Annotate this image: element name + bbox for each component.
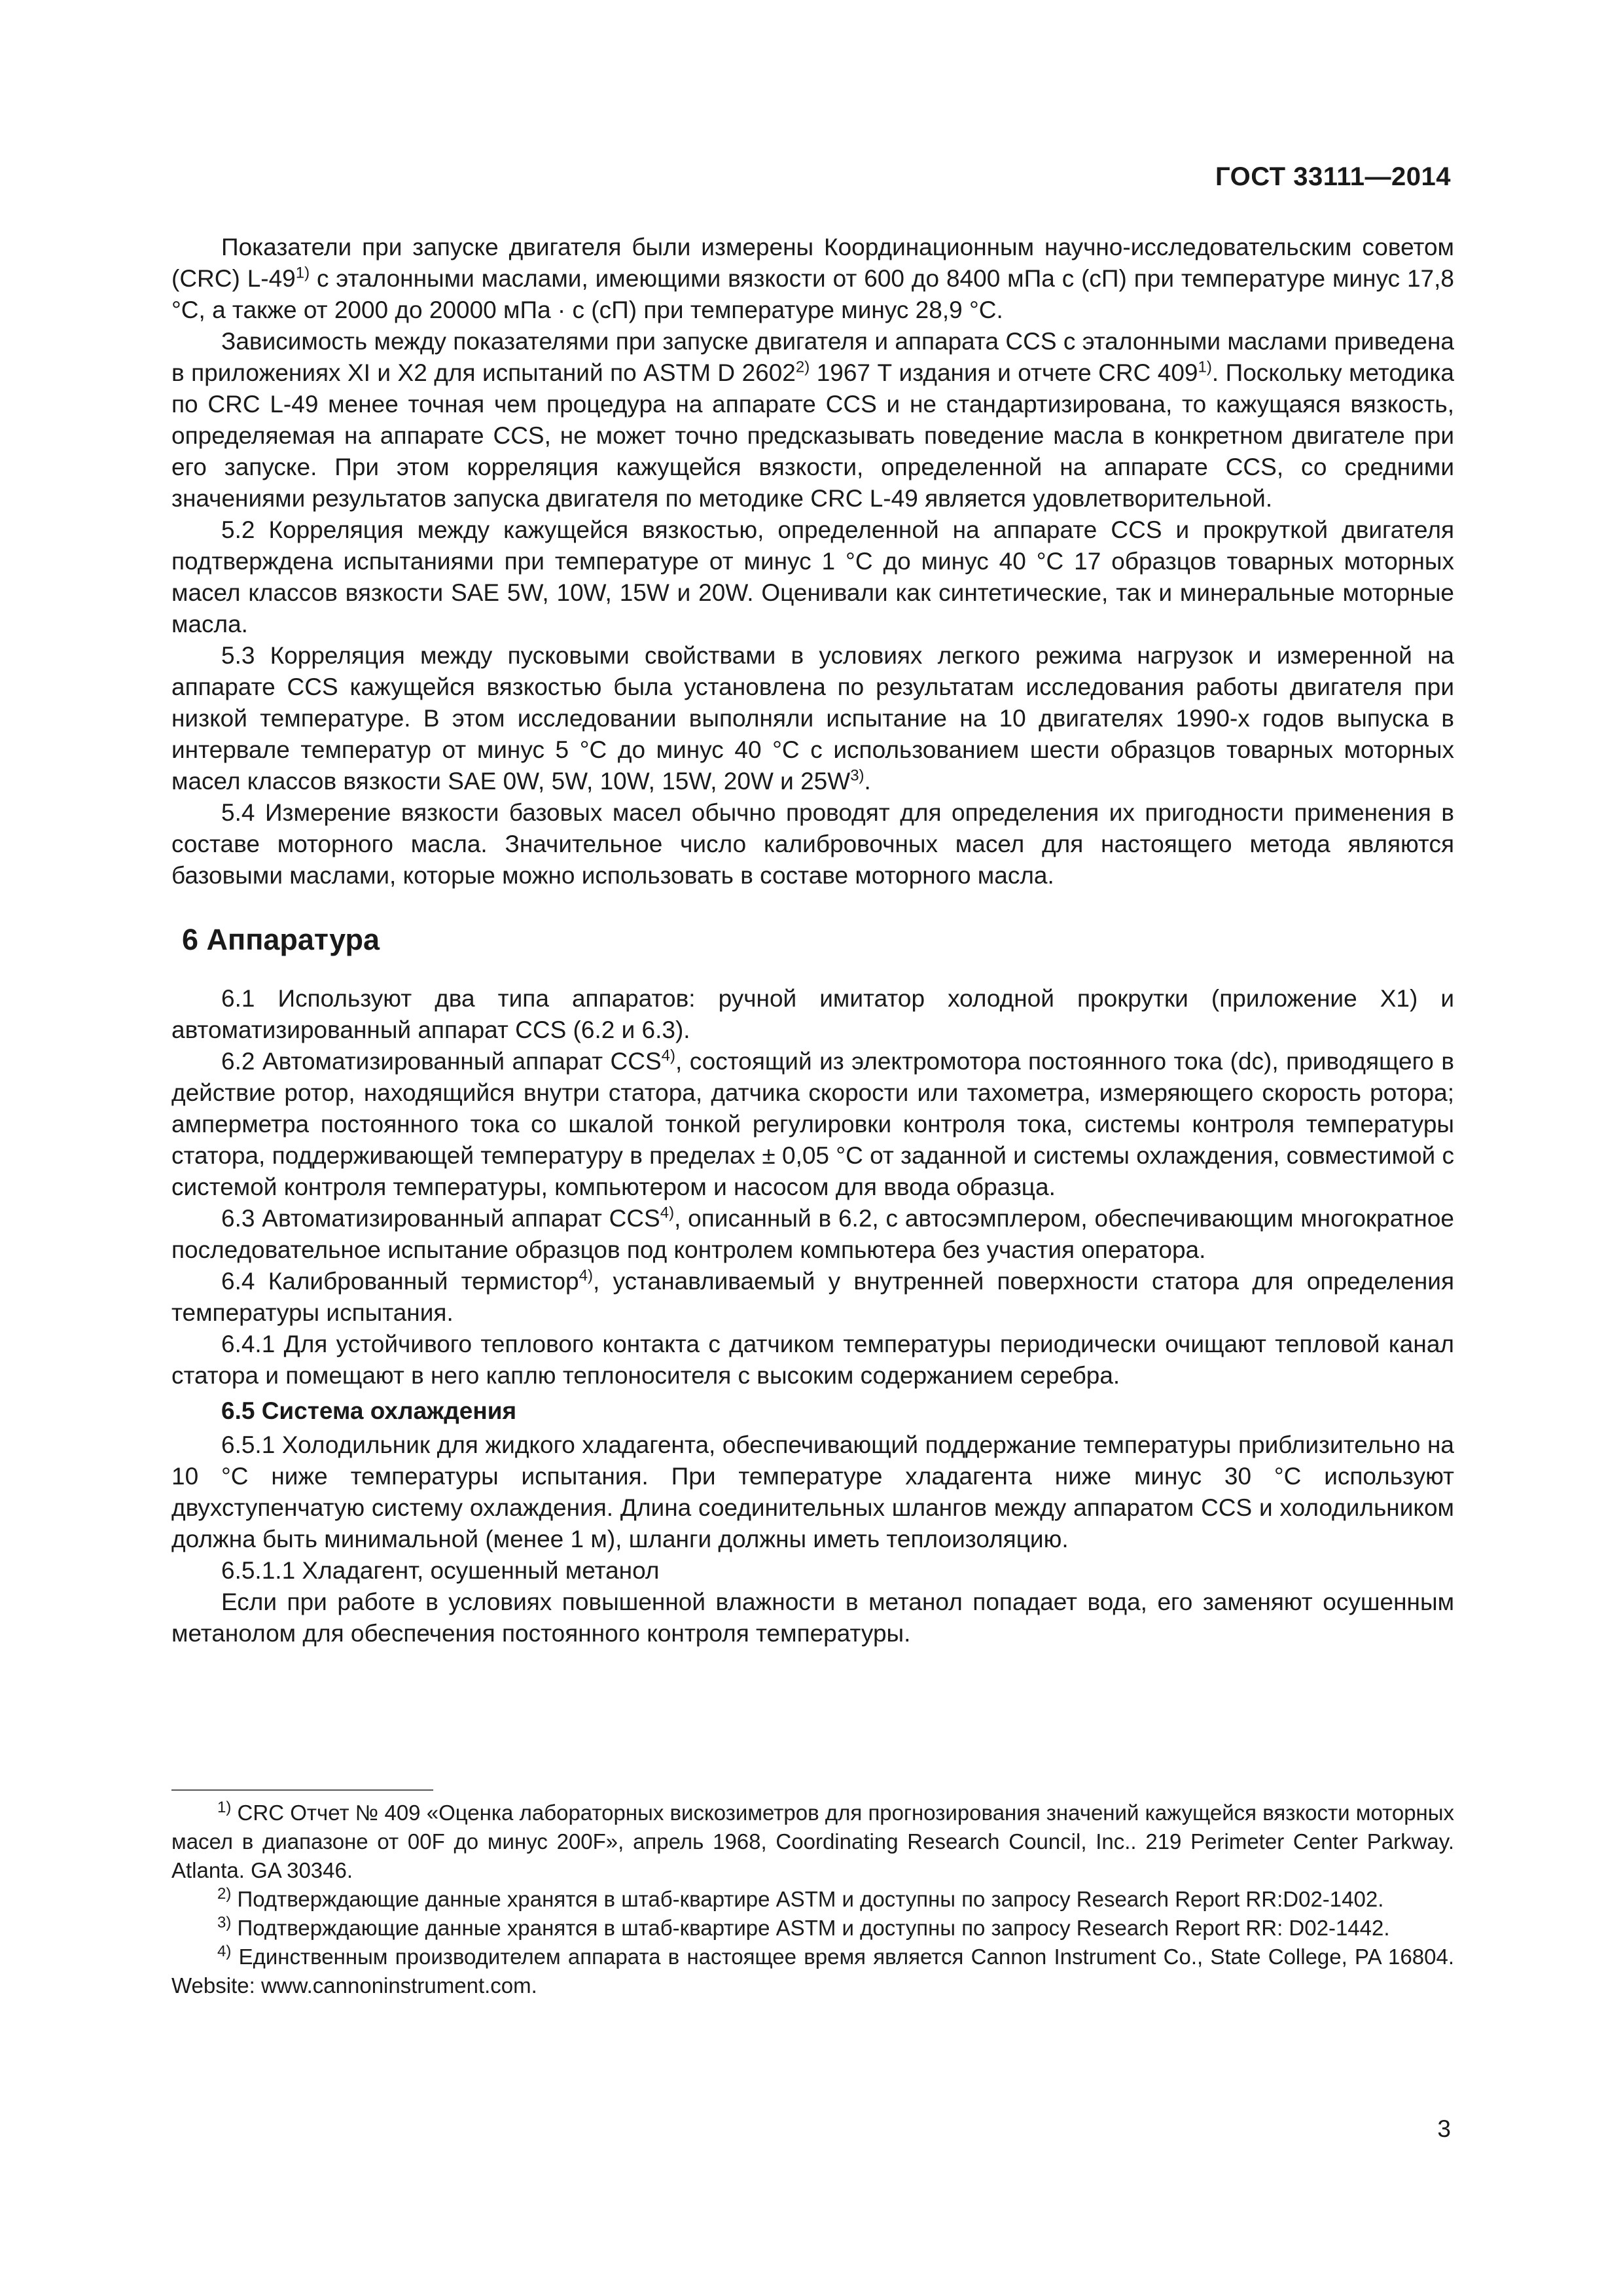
footnote-text: Подтверждающие данные хранятся в штаб-квартире ASTM и доступны по запросу Research Report RR: D02-1442. [231,1916,1390,1940]
text-run: Зависимость между показателями при запуске двигателя и аппарата CCS с эталонными маслами приведена в приложениях XI и Х2 для испытаний по ASTM D 2602 [171,328,1454,386]
footnote-text: Подтверждающие данные хранятся в штаб-квартире ASTM и доступны по запросу Research Report RR:D02-1402. [231,1887,1384,1911]
paragraph-crc-l49 [171,232,1454,326]
paragraph-6-2 [171,1046,1454,1203]
footnote-ref: 4) [661,1047,675,1065]
footnote-item [171,1885,1454,1914]
footnote-text: Единственным производителем аппарата в настоящее время является Cannon Instrument Co., State College, PA 16804. Website: www.cannoninstrument.com. [171,1945,1454,1998]
footnote-item [171,1914,1454,1943]
footnote-ref: 3) [850,766,865,785]
paragraph-6-1: 6.1 Используют два типа аппаратов: ручной имитатор холодной прокрутки (приложение Х1) и автоматизированный аппарат CCS (6.2 и 6.3). [171,985,1454,1043]
paragraph-6-4 [171,1266,1454,1329]
footnote-mark: 2) [217,1885,232,1903]
text-run: , описанный в 6.2, с автосэмплером, обеспечивающим многократное последовательное испытание образцов под контролем компьютера без участия оператора. [171,1205,1454,1263]
footnote-text: CRC Отчет № 409 «Оценка лабораторных вискозиметров для прогнозирования значений кажущейся вязкости моторных масел в диапазоне от 00F до минус 200F», апрель 1968, Coordinating Research Council, Inc.. 219 Perimeter Center Parkway. Atlanta. GA 30346. [171,1801,1454,1882]
text-run: , устанавливаемый у внутренней поверхности статора для определения температуры испытания. [171,1268,1454,1326]
text-run: 1967 Т издания и отчете CRC 409 [810,359,1198,386]
footnote-item [171,1943,1454,2000]
footnote-item [171,1799,1454,1885]
footnote-ref: 1) [1198,358,1212,376]
footnote-mark: 3) [217,1914,232,1931]
text-run: 6.3 Автоматизированный аппарат CCS [221,1205,660,1232]
subsection-6-5-heading: 6.5 Система охлаждения [221,1397,517,1424]
footnotes [171,1799,1454,2000]
section-6-heading: 6 Аппаратура [182,923,380,956]
paragraph-5-2: 5.2 Корреляция между кажущейся вязкостью, определенной на аппарате CCS и прокруткой двигателя подтверждена испытаниями при температуре от минус 1 °С до минус 40 °С 17 образцов товарных моторных масел классов вязкости SAE 5W, 10W, 15W и 20W. Оценивали как синтетические, так и минеральные моторные масла. [171,516,1454,637]
main-text [171,232,1454,1649]
paragraph-6-3 [171,1203,1454,1266]
page-number: 3 [1437,2115,1451,2142]
paragraph-5-4: 5.4 Измерение вязкости базовых масел обычно проводят для определения их пригодности применения в составе моторного масла. Значительное число калибровочных масел для настоящего метода являются базовыми маслами, которые можно использовать в составе моторного масла. [171,799,1454,889]
text-run: 6.2 Автоматизированный аппарат CCS [221,1048,662,1075]
footnote-separator [171,1789,433,1791]
document-code-header: ГОСТ 33111—2014 [1215,162,1451,191]
footnote-mark: 1) [217,1799,232,1816]
footnote-ref: 4) [579,1266,593,1285]
text-run: 6.4 Калиброванный термистор [221,1268,579,1295]
footnote-mark: 4) [217,1943,232,1960]
paragraph-6-5-1-1: 6.5.1.1 Хладагент, осушенный метанол [221,1557,660,1584]
paragraph-6-5-1-1-body: Если при работе в условиях повышенной влажности в метанол попадает вода, его заменяют осушенным метанолом для обеспечения постоянного контроля температуры. [171,1588,1454,1647]
text-run: , состоящий из электромотора постоянного тока (dc), приводящего в действие ротор, находящийся внутри статора, датчика скорости или тахометра, измеряющего скорость ротора; амперметра постоянного тока со шкалой тонкой регулировки контроля тока, системы контроля температуры статора, поддерживающей температуру в пределах ± 0,05 °С от заданной и системы охлаждения, совместимой с системой контроля температуры, компьютером и насосом для ввода образца. [171,1048,1454,1200]
paragraph-6-4-1: 6.4.1 Для устойчивого теплового контакта с датчиком температуры периодически очищают тепловой канал статора и помещают в него каплю теплоносителя с высоким содержанием серебра. [171,1331,1454,1389]
text-run: . Поскольку методика по CRC L-49 менее точная чем процедура на аппарате CCS и не стандартизирована, то кажущаяся вязкость, определяемая на аппарате CCS, не может точно предсказывать поведение масла в конкретном двигателе при его запуске. При этом корреляция кажущейся вязкости, определенной на аппарате CCS, со средними значениями результатов запуска двигателя по методике CRC L-49 является удовлетворительной. [171,359,1454,512]
text-run: Показатели при запуске двигателя были измерены Координационным научно-исследовательским советом (CRC) L-49 [171,234,1454,292]
text-run: . [864,768,871,795]
paragraph-5-3 [171,640,1454,797]
paragraph-6-5-1: 6.5.1 Холодильник для жидкого хладагента, обеспечивающий поддержание температуры приблизительно на 10 °С ниже температуры испытания. При температуре хладагента ниже минус 30 °С используют двухступенчатую систему охлаждения. Длина соединительных шлангов между аппаратом CCS и холодильником должна быть минимальной (менее 1 м), шланги должны иметь теплоизоляцию. [171,1431,1454,1552]
text-run: с эталонными маслами, имеющими вязкости от 600 до 8400 мПа с (сП) при температуре минус 17,8 °С, а также от 2000 до 20000 мПа · с (сП) при температуре минус 28,9 °С. [171,265,1454,323]
footnote-ref: 4) [660,1204,675,1222]
footnote-ref: 1) [295,264,310,282]
text-run: 5.3 Корреляция между пусковыми свойствами в условиях легкого режима нагрузок и измеренной на аппарате CCS кажущейся вязкостью была установлена по результатам исследования работы двигателя при низкой температуре. В этом исследовании выполняли испытание на 10 двигателях 1990-х годов выпуска в интервале температур от минус 5 °С до минус 40 °С с использованием шести образцов товарных моторных масел классов вязкости SAE 0W, 5W, 10W, 15W, 20W и 25W [171,642,1454,795]
paragraph-ccs-dependency [171,326,1454,514]
footnote-ref: 2) [795,358,810,376]
